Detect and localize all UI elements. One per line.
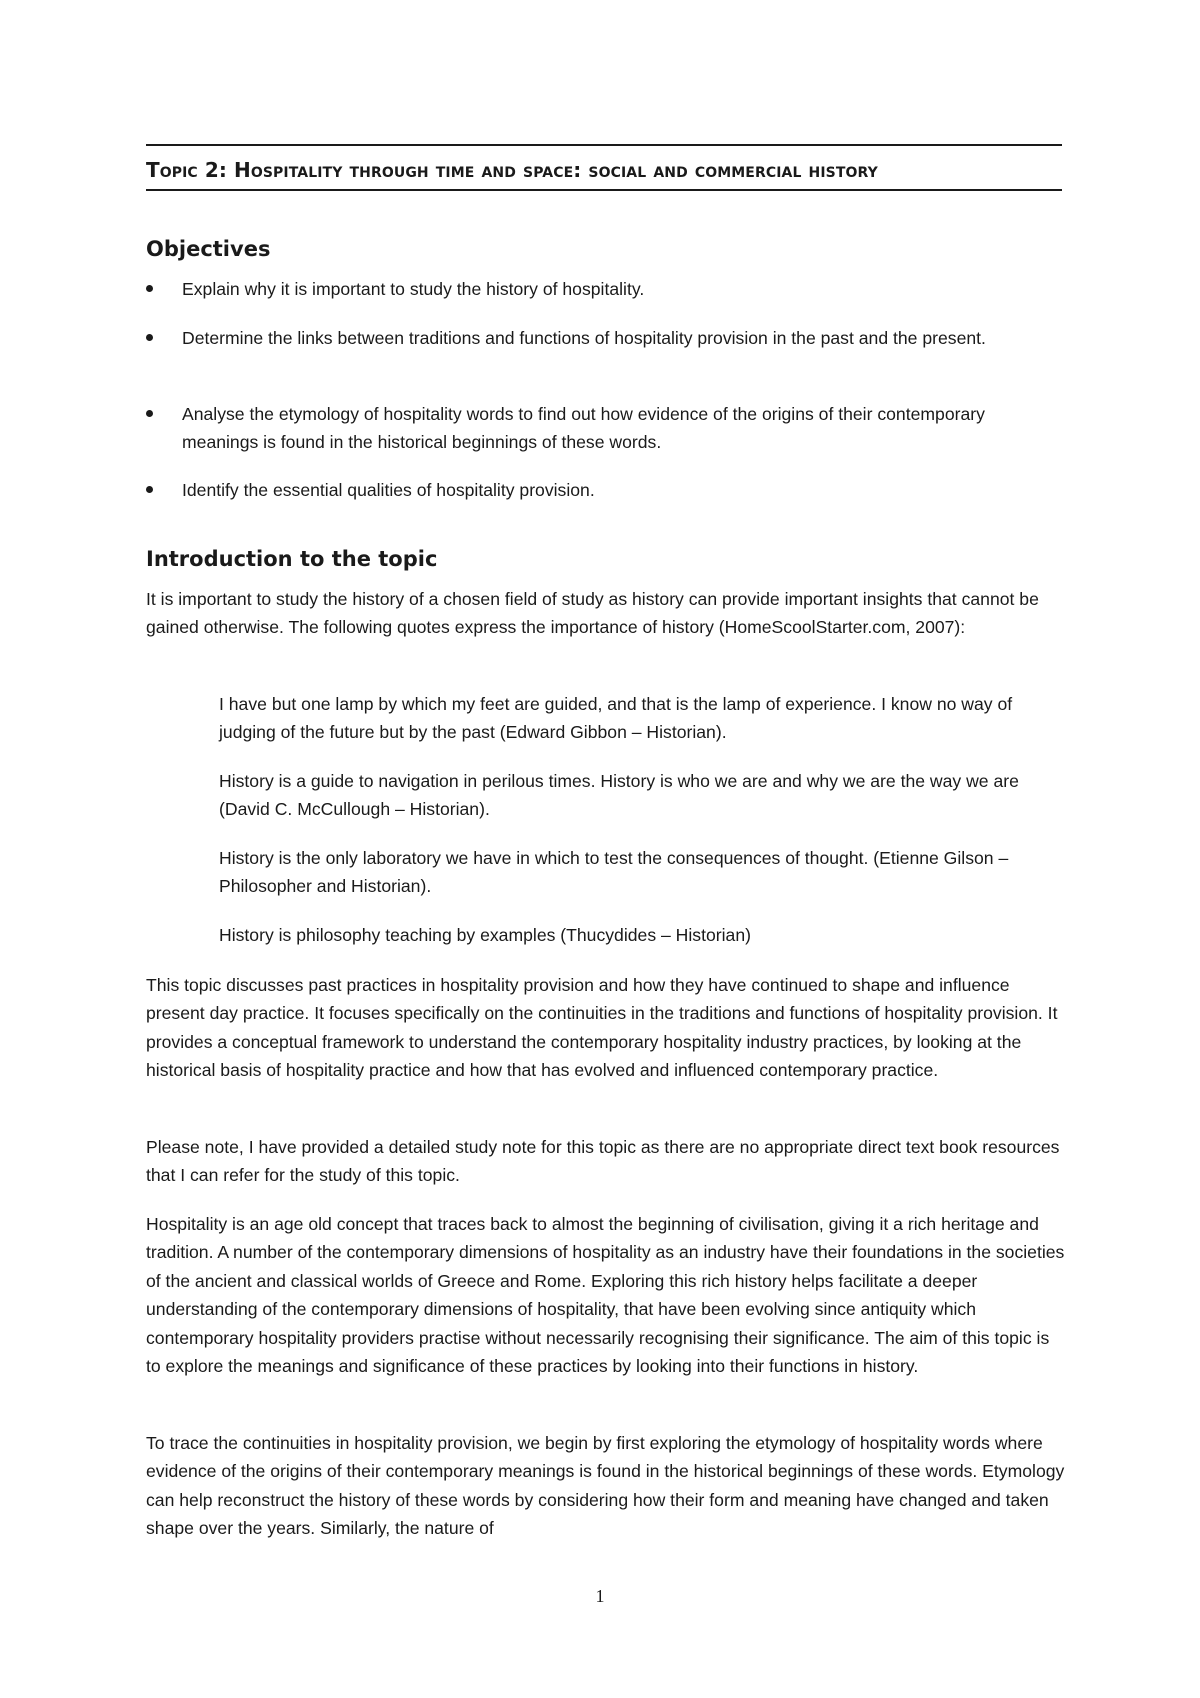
- bullet-icon: [146, 285, 153, 292]
- quote-block: History is the only laboratory we have in which to test the consequences of thought. (Etienne Gilson – Philosopher and Historian).: [219, 848, 1009, 897]
- body-paragraph: To trace the continuities in hospitality provision, we begin by first exploring the etymology of hospitality words where evidence of the origins of their contemporary meanings is found in the historical beginnings of these words. Etymology can help reconstruct the history of these words by considering how their form and meaning have changed and taken shape over the years. Similarly, the nature of: [146, 1433, 1065, 1539]
- quote-block: History is philosophy teaching by examples (Thucydides – Historian): [219, 925, 751, 945]
- page-number: 1: [595, 1586, 605, 1606]
- introduction-heading: Introduction to the topic: [146, 547, 438, 571]
- objective-text: Determine the links between traditions and functions of hospitality provision in the past and the present.: [182, 328, 986, 348]
- bullet-icon: [146, 486, 153, 493]
- body-paragraph: Please note, I have provided a detailed study note for this topic as there are no appropriate direct text book resources that I can refer for the study of this topic.: [146, 1137, 1060, 1186]
- quote-block: I have but one lamp by which my feet are guided, and that is the lamp of experience. I know no way of judging of the future but by the past (Edward Gibbon – Historian).: [219, 694, 1013, 743]
- objective-text: Analyse the etymology of hospitality words to find out how evidence of the origins of their contemporary meanings is found in the historical beginnings of these words.: [182, 404, 985, 453]
- bullet-icon: [146, 410, 153, 417]
- objective-text: Identify the essential qualities of hospitality provision.: [182, 480, 595, 500]
- title-bottom-rule: [146, 189, 1062, 191]
- body-paragraph: Hospitality is an age old concept that traces back to almost the beginning of civilisation, giving it a rich heritage and tradition. A number of the contemporary dimensions of hospitality as an industry have their foundations in the societies of the ancient and classical worlds of Greece and Rome. Exploring this rich history helps facilitate a deeper understanding of the contemporary dimensions of hospitality, that have been evolving since antiquity which contemporary hospitality providers practise without necessarily recognising their significance. The aim of this topic is to explore the meanings and significance of these practices by looking into their functions in history.: [146, 1214, 1065, 1377]
- bullet-icon: [146, 334, 153, 341]
- topic-title: Topic 2: Hospitality through time and space: social and commercial history: [146, 158, 878, 182]
- intro-lead-paragraph: It is important to study the history of a chosen field of study as history can provide important insights that cannot be gained otherwise. The following quotes express the importance of history (HomeScoolStarter.com, 2007):: [146, 589, 1039, 638]
- objective-text: Explain why it is important to study the history of hospitality.: [182, 279, 645, 299]
- title-top-rule: [146, 144, 1062, 146]
- body-paragraph: This topic discusses past practices in hospitality provision and how they have continued to shape and influence present day practice. It focuses specifically on the continuities in the traditions and functions of hospitality provision. It provides a conceptual framework to understand the contemporary hospitality industry practices, by looking at the historical basis of hospitality practice and how that has evolved and influenced contemporary practice.: [146, 975, 1058, 1081]
- quote-block: History is a guide to navigation in perilous times. History is who we are and why we are the way we are (David C. McCullough – Historian).: [219, 771, 1019, 820]
- objectives-heading: Objectives: [146, 237, 271, 261]
